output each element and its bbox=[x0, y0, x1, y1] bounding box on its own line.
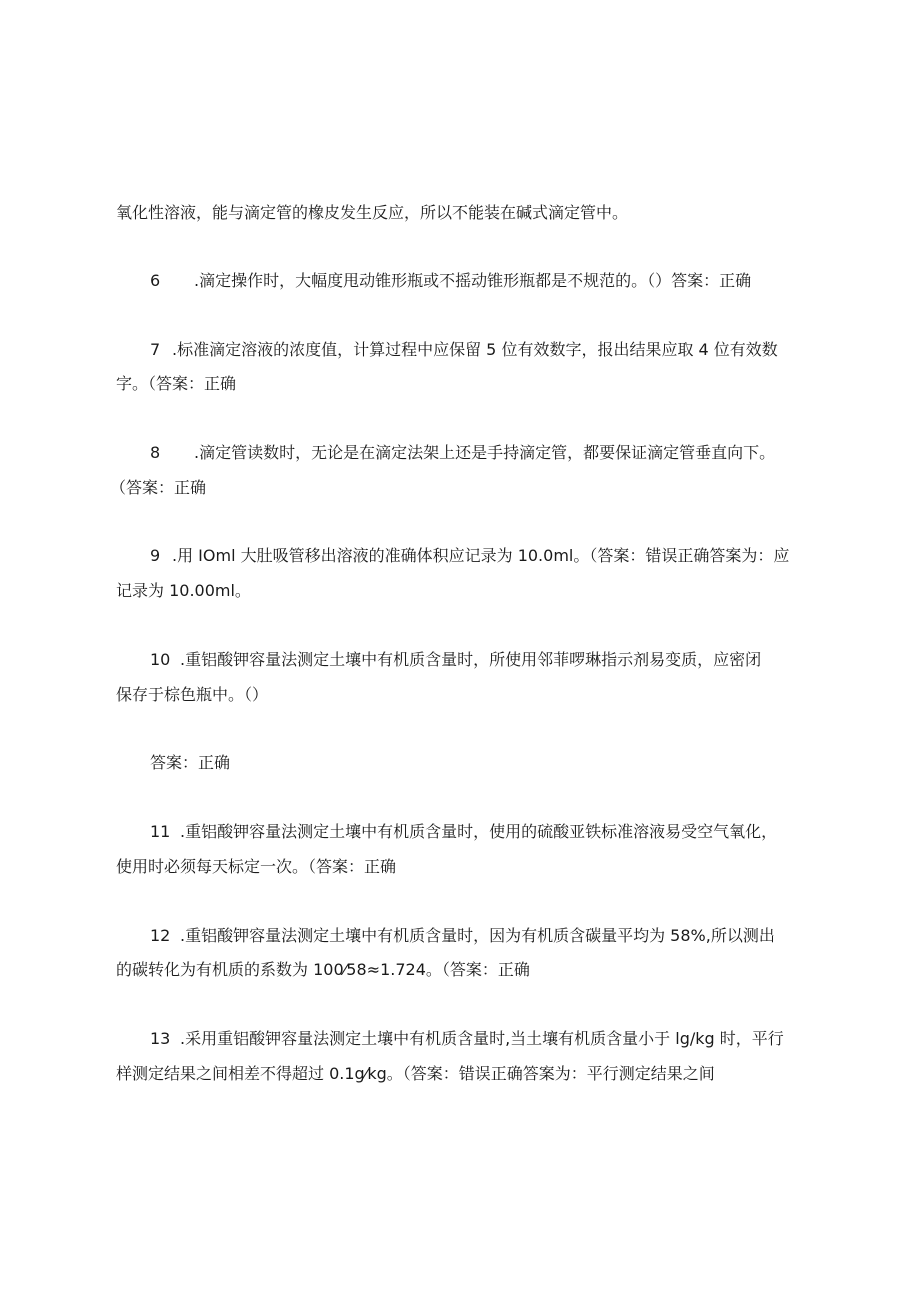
question-text: .重铝酸钾容量法测定土壤中有机质含量时，使用的硫酸亚铁标准溶液易受空气氧化， bbox=[180, 822, 778, 841]
question-number: 11 bbox=[150, 822, 171, 841]
question-number: 12 bbox=[150, 926, 171, 945]
question-text: .滴定操作时，大幅度甩动锥形瓶或不摇动锥形瓶都是不规范的。（）答案：正确 bbox=[194, 271, 752, 290]
question-text: .重铝酸钾容量法测定土壤中有机质含量时，所使用邻菲啰琳指示剂易变质，应密闭 bbox=[180, 650, 762, 669]
question-text-continued: 保存于棕色瓶中。（） bbox=[116, 685, 269, 704]
question-text-continued: 记录为 10.00ml。 bbox=[116, 581, 251, 600]
question-text-continued: 样测定结果之间相差不得超过 0.1g⁄kg。（答案：错误正确答案为：平行测定结果之间 bbox=[116, 1064, 715, 1083]
question-text: .采用重铝酸钾容量法测定土壤中有机质含量时,当土壤有机质含量小于 lg/kg 时，平行 bbox=[180, 1029, 784, 1048]
question-text-continued: （答案：正确 bbox=[110, 478, 207, 497]
question-text: .滴定管读数时，无论是在滴定法架上还是手持滴定管，都要保证滴定管垂直向下。 bbox=[194, 443, 776, 462]
question-number: 10 bbox=[150, 650, 171, 669]
question-text-continued: 字。（答案：正确 bbox=[116, 374, 237, 393]
question-text-continued: 的碳转化为有机质的系数为 100⁄58≈1.724。（答案：正确 bbox=[116, 960, 530, 979]
answer-text: 答案：正确 bbox=[150, 753, 231, 772]
question-number: 6 bbox=[150, 271, 161, 290]
text-line: 氧化性溶液，能与滴定管的橡皮发生反应，所以不能装在碱式滴定管中。 bbox=[116, 203, 629, 222]
question-text: .重铝酸钾容量法测定土壤中有机质含量时，因为有机质含碳量平均为 58%,所以测出 bbox=[180, 926, 775, 945]
question-text: .标准滴定溶液的浓度值，计算过程中应保留 5 位有效数字，报出结果应取 4 位有效数 bbox=[172, 340, 778, 359]
question-number: 7 bbox=[150, 340, 161, 359]
question-text: .用 IOml 大肚吸管移出溶液的准确体积应记录为 10.0ml。（答案：错误正确答案为：应 bbox=[172, 546, 790, 565]
question-number: 9 bbox=[150, 546, 161, 565]
question-number: 8 bbox=[150, 443, 161, 462]
question-text-continued: 使用时必须每天标定一次。（答案：正确 bbox=[116, 857, 397, 876]
question-number: 13 bbox=[150, 1029, 171, 1048]
